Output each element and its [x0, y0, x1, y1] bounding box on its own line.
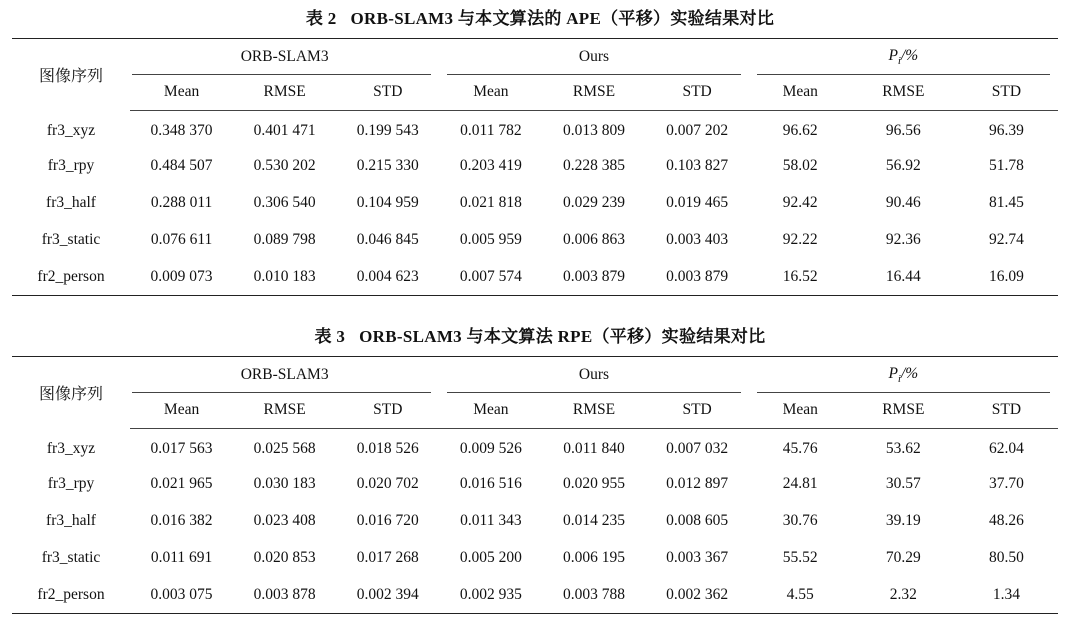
value-cell: 0.007 032	[666, 440, 729, 458]
value-cell: 92.74	[989, 231, 1024, 248]
col-header: RMSE	[233, 75, 336, 111]
rpe-table-body	[12, 429, 1058, 614]
value-cell: 0.019 465	[666, 194, 729, 211]
table-2-caption	[0, 4, 1080, 29]
value-cell: 30.76	[782, 512, 818, 529]
value-cell: 0.401 471	[253, 122, 316, 140]
group-header-ours: Ours	[439, 357, 748, 393]
col-header: RMSE	[233, 393, 336, 429]
value-cell: 0.007 202	[666, 122, 729, 140]
sequence-name-cell: fr2_person	[37, 585, 105, 603]
value-cell: 0.002 394	[356, 585, 419, 603]
table-row	[12, 111, 1058, 148]
value-cell: 0.029 239	[562, 194, 625, 211]
row-header: 图像序列	[38, 66, 103, 86]
header-row-metrics	[12, 75, 1058, 111]
col-header: Mean	[749, 393, 852, 429]
value-cell: 0.348 370	[150, 122, 213, 140]
value-cell: 0.103 827	[666, 157, 729, 174]
value-cell: 0.199 543	[356, 122, 419, 140]
sequence-name-cell: fr3_rpy	[47, 157, 95, 174]
sequence-name-cell: fr3_rpy	[47, 475, 95, 492]
value-cell: 0.003 075	[150, 585, 213, 603]
value-cell: 0.017 268	[356, 549, 419, 566]
value-cell: 55.52	[782, 549, 818, 566]
sequence-name-cell: fr2_person	[37, 267, 105, 285]
value-cell: 0.002 935	[459, 585, 522, 603]
value-cell: 62.04	[989, 440, 1024, 458]
value-cell: 0.003 403	[666, 231, 729, 248]
table-3-caption	[0, 322, 1080, 347]
value-cell: 53.62	[885, 440, 921, 458]
col-header: RMSE	[852, 393, 955, 429]
value-cell: 92.36	[885, 231, 921, 248]
value-cell: 0.020 853	[253, 549, 316, 566]
col-header: Mean	[439, 75, 542, 111]
col-header: RMSE	[852, 75, 955, 111]
col-header: Mean	[130, 75, 233, 111]
value-cell: 0.530 202	[253, 157, 316, 174]
value-cell: 96.39	[989, 122, 1024, 140]
table-row	[12, 503, 1058, 540]
value-cell: 4.55	[786, 585, 814, 603]
value-cell: 0.016 720	[356, 512, 419, 529]
table-row	[12, 466, 1058, 503]
value-cell: 70.29	[885, 549, 921, 566]
value-cell: 0.484 507	[150, 157, 213, 174]
col-header: STD	[336, 75, 439, 111]
value-cell: 0.104 959	[356, 194, 419, 211]
value-cell: 0.013 809	[562, 122, 625, 140]
group-header-orbslam3: ORB-SLAM3	[130, 39, 439, 75]
value-cell: 0.023 408	[253, 512, 316, 529]
header-row-groups	[12, 357, 1058, 393]
col-header: STD	[336, 393, 439, 429]
value-cell: 30.57	[885, 475, 921, 492]
value-cell: 0.011 343	[460, 512, 522, 529]
value-cell: 45.76	[782, 440, 818, 458]
sequence-name-cell: fr3_half	[46, 194, 96, 211]
value-cell: 92.22	[782, 231, 818, 248]
sequence-name-cell: fr3_static	[41, 549, 101, 566]
value-cell: 90.46	[885, 194, 921, 211]
sequence-name-cell: fr3_xyz	[46, 122, 96, 139]
ape-results-table	[12, 38, 1058, 296]
table-row	[12, 185, 1058, 222]
sequence-name-cell: fr3_xyz	[46, 440, 96, 457]
value-cell: 0.014 235	[562, 512, 625, 529]
value-cell: 39.19	[885, 512, 921, 529]
group-header-improvement: $P_i/\%$	[749, 357, 1058, 393]
header-row-metrics	[12, 393, 1058, 429]
sequence-name-cell: fr3_static	[41, 231, 101, 248]
value-cell: 0.076 611	[150, 231, 213, 248]
value-cell: 0.203 419	[459, 157, 522, 174]
col-header: Mean	[749, 75, 852, 111]
value-cell: 96.56	[885, 122, 921, 140]
value-cell: 0.018 526	[356, 440, 419, 458]
value-cell: 0.011 782	[460, 122, 522, 140]
value-cell: 0.016 516	[459, 475, 522, 492]
value-cell: 1.34	[992, 585, 1020, 603]
value-cell: 0.017 563	[150, 440, 213, 458]
value-cell: 0.020 702	[356, 475, 419, 492]
rpe-results-table	[12, 356, 1058, 614]
value-cell: 0.089 798	[253, 231, 316, 248]
value-cell: 0.011 691	[150, 549, 213, 566]
ape-table-body	[12, 111, 1058, 296]
header-row-groups	[12, 39, 1058, 75]
value-cell: 58.02	[782, 157, 818, 174]
value-cell: 0.003 788	[562, 585, 625, 603]
value-cell: 0.004 623	[356, 267, 419, 285]
value-cell: 0.007 574	[459, 267, 522, 285]
value-cell: 0.009 526	[459, 440, 522, 458]
row-header: 图像序列	[38, 384, 103, 404]
value-cell: 0.011 840	[563, 440, 625, 458]
value-cell: 0.021 818	[459, 194, 522, 211]
value-cell: 0.005 959	[459, 231, 522, 248]
col-header: STD	[955, 75, 1058, 111]
table-row	[12, 222, 1058, 259]
value-cell: 0.016 382	[150, 512, 213, 529]
value-cell: 0.003 878	[253, 585, 316, 603]
col-header: STD	[646, 393, 749, 429]
col-header: RMSE	[542, 393, 645, 429]
value-cell: 0.020 955	[562, 475, 625, 492]
col-header: STD	[646, 75, 749, 111]
value-cell: 0.215 330	[356, 157, 419, 174]
value-cell: 0.006 195	[562, 549, 625, 566]
value-cell: 0.288 011	[150, 194, 213, 211]
value-cell: 0.008 605	[666, 512, 729, 529]
value-cell: 2.32	[889, 585, 917, 603]
table-3-title: ORB-SLAM3 与本文算法 RPE（平移）实验结果对比	[359, 327, 766, 346]
col-header: Mean	[439, 393, 542, 429]
group-header-ours: Ours	[439, 39, 748, 75]
sequence-name-cell: fr3_half	[46, 512, 96, 529]
value-cell: 48.26	[989, 512, 1024, 529]
value-cell: 0.002 362	[666, 585, 729, 603]
value-cell: 0.009 073	[150, 267, 213, 285]
table-row	[12, 577, 1058, 614]
value-cell: 0.003 879	[562, 267, 625, 285]
table-row	[12, 429, 1058, 466]
table-row	[12, 540, 1058, 577]
value-cell: 16.44	[885, 267, 921, 285]
value-cell: 0.030 183	[253, 475, 316, 492]
value-cell: 16.52	[782, 267, 818, 285]
table-3-number: 表 3	[314, 327, 346, 346]
group-header-orbslam3: ORB-SLAM3	[130, 357, 439, 393]
table-row	[12, 148, 1058, 185]
value-cell: 0.021 965	[150, 475, 213, 492]
col-header: RMSE	[542, 75, 645, 111]
value-cell: 0.228 385	[562, 157, 625, 174]
value-cell: 24.81	[782, 475, 818, 492]
value-cell: 56.92	[885, 157, 921, 174]
table-row	[12, 259, 1058, 296]
value-cell: 0.046 845	[356, 231, 419, 248]
value-cell: 92.42	[782, 194, 818, 211]
col-header: Mean	[130, 393, 233, 429]
value-cell: 0.012 897	[666, 475, 729, 492]
value-cell: 51.78	[989, 157, 1024, 174]
value-cell: 37.70	[989, 475, 1024, 492]
value-cell: 0.003 879	[666, 267, 729, 285]
value-cell: 16.09	[989, 267, 1024, 285]
value-cell: 0.306 540	[253, 194, 316, 211]
table-2-title: ORB-SLAM3 与本文算法的 APE（平移）实验结果对比	[350, 9, 775, 28]
value-cell: 0.003 367	[666, 549, 729, 566]
value-cell: 0.025 568	[253, 440, 316, 458]
value-cell: 80.50	[989, 549, 1024, 566]
col-header: STD	[955, 393, 1058, 429]
value-cell: 0.005 200	[459, 549, 522, 566]
value-cell: 0.006 863	[562, 231, 625, 248]
value-cell: 96.62	[782, 122, 818, 140]
table-2-number: 表 2	[305, 9, 337, 28]
value-cell: 0.010 183	[253, 267, 316, 285]
group-header-improvement: $P_i/\%$	[749, 39, 1058, 75]
value-cell: 81.45	[989, 194, 1024, 211]
